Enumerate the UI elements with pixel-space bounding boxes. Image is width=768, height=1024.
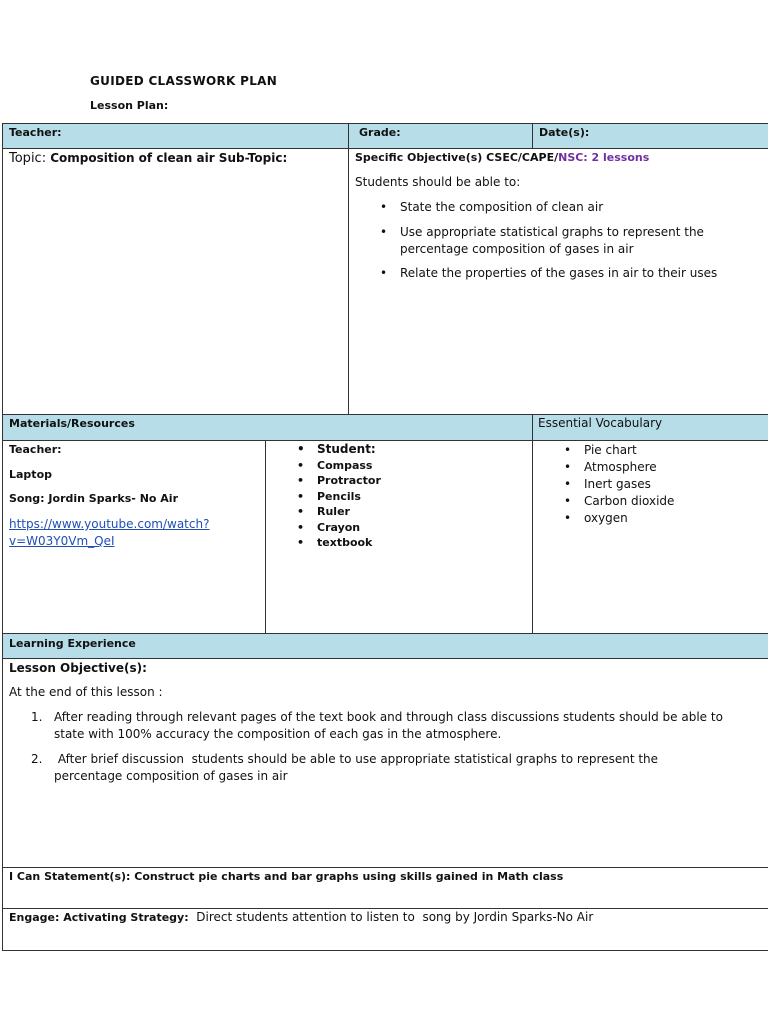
- topic-text: Composition of clean air Sub-Topic:: [50, 151, 288, 165]
- objectives-nsc: NSC: 2 lessons: [558, 151, 650, 164]
- student-item: • Protractor: [295, 473, 381, 489]
- grid-line: [348, 123, 349, 414]
- grid-line: [2, 148, 768, 149]
- objective-item-continued: percentage composition of gases in air: [400, 242, 634, 256]
- vocab-item: • Inert gases: [562, 476, 674, 493]
- materials-header: Materials/Resources: [9, 417, 135, 430]
- grid-line: [2, 658, 768, 659]
- grid-line: [2, 440, 768, 441]
- engage-line: [9, 910, 593, 925]
- lesson-objective-label: Lesson Objective(s):: [9, 661, 147, 675]
- student-item: • textbook: [295, 535, 381, 551]
- learning-item-text: After brief discussion students should be able to use appropriate statistical graphs to represent the: [54, 752, 659, 766]
- objectives-heading: [355, 150, 649, 165]
- teacher-material-item: Laptop: [9, 468, 52, 481]
- engage-text: Direct students attention to listen to song by Jordin Sparks-No Air: [188, 910, 594, 924]
- topic-line: [9, 150, 287, 167]
- grid-line: [2, 414, 768, 415]
- student-item: • Compass: [295, 458, 381, 474]
- vocab-item: • Atmosphere: [562, 459, 674, 476]
- objectives-list: [378, 200, 717, 281]
- learning-intro: At the end of this lesson :: [9, 685, 163, 699]
- grid-line: [265, 440, 266, 633]
- youtube-link-continued[interactable]: v=W03Y0Vm_QeI: [9, 534, 115, 548]
- grid-line: [2, 950, 768, 951]
- learning-item-text: After reading through relevant pages of the text book and through class discussions students should be able to: [54, 710, 723, 724]
- grid-line: [2, 867, 768, 868]
- grid-line: [2, 123, 768, 124]
- grid-line: [532, 123, 533, 148]
- grid-line: [2, 908, 768, 909]
- learning-item-text-continued: state with 100% accuracy the composition of each gas in the atmosphere.: [54, 727, 502, 741]
- student-label: • Student:: [295, 442, 381, 458]
- vocab-item: • Carbon dioxide: [562, 493, 674, 510]
- teacher-material-item: Song: Jordin Sparks- No Air: [9, 492, 178, 505]
- dates-label: Date(s):: [539, 126, 590, 139]
- document-title: GUIDED CLASSWORK PLAN: [90, 74, 278, 88]
- teacher-materials-label: Teacher:: [9, 443, 62, 456]
- learning-item-number: 2.: [31, 752, 43, 766]
- lesson-plan-label: Lesson Plan:: [90, 99, 169, 112]
- vocab-item: • Pie chart: [562, 442, 674, 459]
- vocab-list: [562, 442, 674, 527]
- objective-item: • Use appropriate statistical graphs to represent the: [378, 225, 717, 240]
- grid-line: [2, 633, 768, 634]
- youtube-link[interactable]: https://www.youtube.com/watch?: [9, 517, 210, 531]
- learning-item-number: 1.: [31, 710, 43, 724]
- engage-label: Engage: Activating Strategy:: [9, 911, 189, 924]
- learning-header: Learning Experience: [9, 637, 136, 650]
- teacher-label: Teacher:: [9, 126, 62, 139]
- topic-prefix: Topic:: [9, 151, 47, 166]
- i-can-statement: I Can Statement(s): Construct pie charts and bar graphs using skills gained in Math class: [9, 870, 564, 883]
- vocab-header: Essential Vocabulary: [538, 416, 663, 430]
- learning-item-text-continued: percentage composition of gases in air: [54, 769, 288, 783]
- student-materials-list: [295, 442, 381, 551]
- vocab-item: • oxygen: [562, 510, 674, 527]
- grade-label: Grade:: [359, 126, 401, 139]
- objectives-heading-text: Specific Objective(s) CSEC/CAPE/: [355, 151, 559, 164]
- student-item: • Pencils: [295, 489, 381, 505]
- grid-line: [2, 123, 3, 950]
- objective-item: • Relate the properties of the gases in air to their uses: [378, 266, 717, 281]
- objectives-intro: Students should be able to:: [355, 175, 521, 189]
- objective-item: • State the composition of clean air: [378, 200, 717, 215]
- grid-line: [532, 414, 533, 633]
- student-item: • Crayon: [295, 520, 381, 536]
- student-item: • Ruler: [295, 504, 381, 520]
